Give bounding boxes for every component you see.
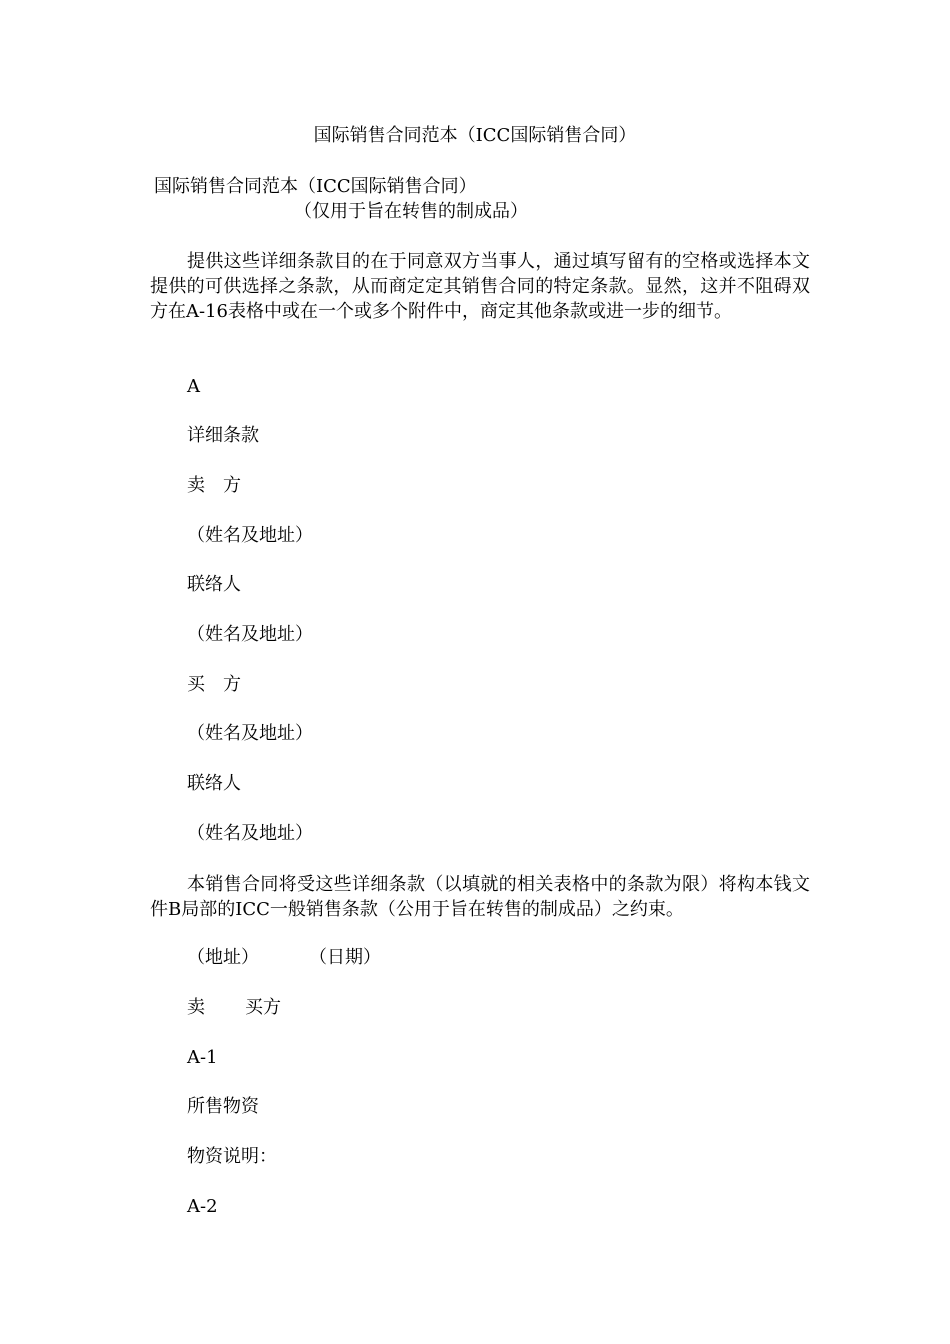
document-title: 国际销售合同范本（ICC国际销售合同） bbox=[313, 125, 637, 146]
date-label: （日期） bbox=[309, 947, 381, 968]
clause-a1-title: 所售物资 bbox=[187, 1096, 259, 1117]
section-a-title: 详细条款 bbox=[187, 425, 259, 446]
binding-clause-paragraph: 本销售合同将受这些详细条款（以填就的相关表格中的条款为限）将构本钱文件B局部的ICC一般销售条款（公用于旨在转售的制成品）之约束。 bbox=[150, 874, 810, 920]
buyer-label: 买 方 bbox=[187, 674, 241, 695]
seller-label: 卖 方 bbox=[187, 475, 241, 496]
seller-name-address: （姓名及地址） bbox=[187, 525, 313, 546]
signature-buyer-label: 买方 bbox=[245, 997, 281, 1018]
buyer-contact-label: 联络人 bbox=[187, 773, 241, 794]
signature-line bbox=[187, 996, 281, 1020]
buyer-name-address: （姓名及地址） bbox=[187, 723, 313, 744]
signature-seller-label: 卖 bbox=[187, 997, 205, 1018]
contract-subtitle: 国际销售合同范本（ICC国际销售合同） bbox=[154, 176, 477, 197]
seller-contact-label: 联络人 bbox=[187, 574, 241, 595]
contract-scope-note: （仅用于旨在转售的制成品） bbox=[294, 201, 528, 222]
intro-paragraph: 提供这些详细条款目的在于同意双方当事人，通过填写留有的空格或选择本文提供的可供选择之条款，从而商定定其销售合同的特定条款。显然，这并不阻碍双方在A-16表格中或在一个或多个附件中，商定其他条款或进一步的细节。 bbox=[150, 251, 810, 322]
address-label: （地址） bbox=[187, 947, 259, 968]
section-a-label: A bbox=[187, 376, 200, 397]
goods-description-label: 物资说明： bbox=[187, 1146, 277, 1167]
clause-a2-number: A-2 bbox=[187, 1196, 218, 1217]
clause-a1-number: A-1 bbox=[187, 1047, 218, 1068]
seller-contact-name-address: （姓名及地址） bbox=[187, 624, 313, 645]
buyer-contact-name-address: （姓名及地址） bbox=[187, 823, 313, 844]
place-date-line bbox=[187, 946, 381, 970]
